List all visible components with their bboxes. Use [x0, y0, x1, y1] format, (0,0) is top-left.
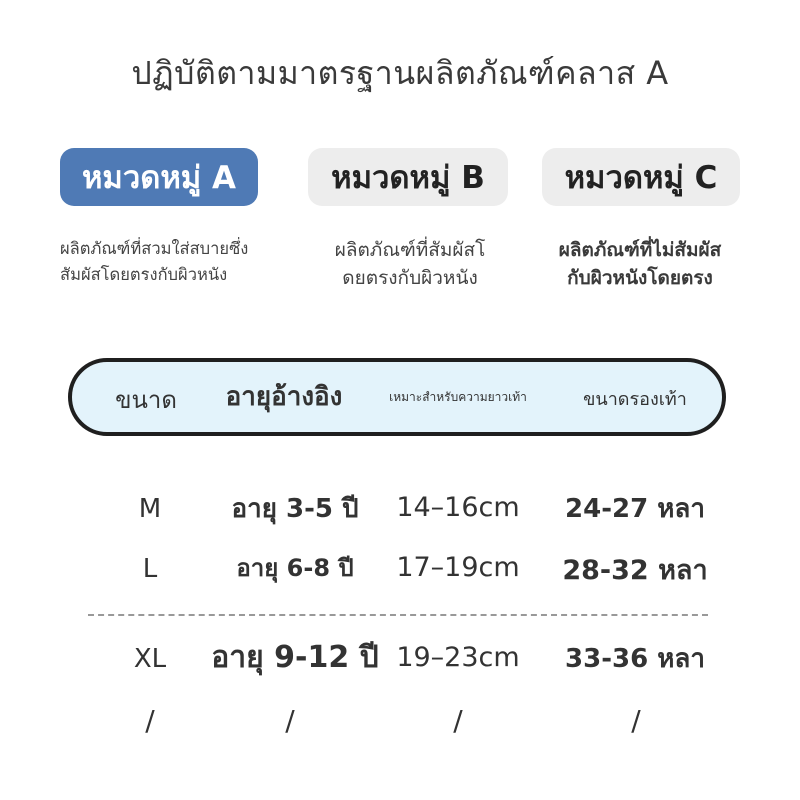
- category-b-description-line1: ผลิตภัณฑ์ที่สัมผัสโ: [334, 239, 486, 261]
- header-shoe-size: ขนาดรองเท้า: [583, 389, 687, 410]
- category-a-description-line1: ผลิตภัณฑ์ที่สวมใส่สบายซึ่ง: [60, 239, 249, 258]
- category-c-description-line1: ผลิตภัณฑ์ที่ไม่สัมผัส: [558, 239, 722, 261]
- category-c-button[interactable]: หมวดหมู่ C: [542, 148, 740, 206]
- header-reference-age: อายุอ้างอิง: [225, 382, 343, 412]
- category-a-button[interactable]: หมวดหมู่ A: [60, 148, 258, 206]
- cell-shoe-size: 24-27 หลา: [565, 494, 705, 524]
- page-title: ปฏิบัติตามมาตรฐานผลิตภัณฑ์คลาส A: [131, 54, 669, 92]
- category-a-description-line2: สัมผัสโดยตรงกับผิวหนัง: [60, 265, 228, 284]
- table-row: [0, 704, 800, 754]
- cell-foot-length: 17–19cm: [396, 552, 520, 583]
- table-row: [0, 488, 800, 538]
- cell-shoe-size: 33-36 หลา: [565, 644, 705, 674]
- cell-age: อายุ 6-8 ปี: [236, 554, 354, 582]
- cell-size: L: [142, 554, 158, 584]
- category-c-description: [530, 236, 750, 292]
- cell-size: XL: [133, 644, 167, 674]
- cell-size: /: [145, 704, 155, 737]
- header-size: ขนาด: [115, 386, 177, 414]
- cell-age: อายุ 3-5 ปี: [231, 494, 359, 524]
- category-b-button[interactable]: หมวดหมู่ B: [308, 148, 508, 206]
- cell-age: /: [285, 704, 295, 737]
- cell-foot-length: 14–16cm: [396, 492, 520, 523]
- category-b-description-line2: ดยตรงกับผิวหนัง: [342, 267, 478, 289]
- cell-size: M: [138, 494, 162, 524]
- cell-foot-length: /: [453, 704, 463, 737]
- category-b-description: [300, 236, 520, 292]
- dashed-divider: [88, 614, 708, 616]
- category-c-description-line2: กับผิวหนังโดยตรง: [567, 267, 713, 289]
- cell-age: อายุ 9-12 ปี: [211, 640, 379, 675]
- table-row: [0, 548, 800, 598]
- header-foot-length: เหมาะสำหรับความยาวเท้า: [389, 390, 527, 404]
- cell-shoe-size: /: [631, 704, 641, 737]
- category-a-description: [60, 236, 300, 288]
- table-row: [0, 638, 800, 688]
- cell-foot-length: 19–23cm: [396, 642, 520, 673]
- cell-shoe-size: 28-32 หลา: [562, 555, 708, 586]
